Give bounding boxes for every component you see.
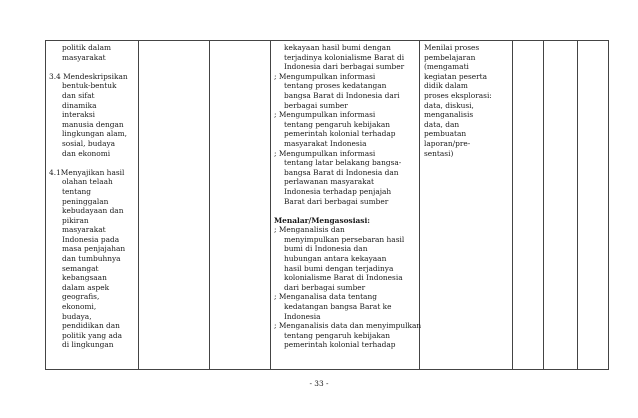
activity-line: hubungan antara kekayaan: [284, 254, 387, 264]
competency-line: 3.4 Mendeskripsikan: [49, 71, 128, 81]
competency-line: dan tumbuhnya: [62, 254, 121, 264]
activity-line: ; Menganalisis data dan menyimpulkan: [274, 321, 422, 331]
activity-line: ; Menganalisa data tentang: [274, 292, 377, 302]
competency-line: geografis,: [62, 292, 100, 302]
competency-line: politik yang ada: [62, 330, 123, 340]
competency-line: dalam aspek: [62, 282, 110, 292]
activity-line: hasil bumi dengan terjadinya: [284, 263, 394, 273]
activity-line: terjadinya kolonialisme Barat di: [284, 52, 405, 62]
assessment-line: Menilai proses: [424, 43, 480, 52]
page-number: - 33 -: [309, 379, 329, 388]
competency-line: [49, 62, 138, 72]
competency-line: budaya,: [62, 311, 92, 321]
competency-line: di lingkungan: [62, 340, 114, 350]
assessment-line: didik dalam: [424, 81, 468, 91]
competency-line: ekonomi,: [62, 302, 97, 312]
competency-line: olahan telaah: [62, 177, 113, 187]
assessment-line: data, dan: [424, 119, 460, 129]
activity-line: Indonesia dari berbagai sumber: [284, 62, 405, 72]
competency-line: politik dalam: [62, 43, 111, 52]
competency-line: dan ekonomi: [62, 148, 111, 158]
assessment-line: kegiatan peserta: [424, 71, 488, 81]
competency-text: [46, 41, 138, 350]
empty-cell-7: [544, 41, 578, 370]
competency-line: 4.1Menyajikan hasil: [49, 167, 125, 177]
competency-line: [49, 158, 138, 168]
competency-line: sosial, budaya: [62, 138, 116, 148]
competency-line: manusia dengan: [62, 119, 124, 129]
competency-line: lingkungan alam,: [62, 129, 127, 139]
activity-line: pemerintah kolonial terhadap: [284, 129, 396, 139]
activity-line: tentang pengaruh kebijakan: [284, 119, 391, 129]
competency-line: kebudayaan dan: [62, 206, 124, 216]
activity-line: bangsa Barat di Indonesia dari: [284, 90, 400, 100]
activity-line: Indonesia: [284, 311, 321, 321]
activity-line: kolonialisme Barat di Indonesia: [284, 273, 403, 283]
competency-line: bentuk-bentuk: [62, 81, 117, 91]
empty-cell-3: [210, 41, 271, 370]
activity-line: masyarakat Indonesia: [284, 138, 367, 148]
activity-line: menyimpulkan persebaran hasil: [284, 234, 405, 244]
activity-line: Indonesia terhadap penjajah: [284, 186, 392, 196]
activity-line: tentang proses kedatangan: [284, 81, 387, 91]
competency-line: pikiran: [62, 215, 89, 225]
syllabus-table: [45, 40, 609, 370]
activity-line: tentang latar belakang bangsa-: [284, 158, 402, 168]
competency-line: dan sifat: [62, 90, 95, 100]
competency-line: kebangsaan: [62, 273, 107, 283]
activity-line: bangsa Barat di Indonesia dan: [284, 167, 399, 177]
competency-cell: [46, 41, 139, 370]
empty-cell-6: [513, 41, 544, 370]
assessment-cell: [420, 41, 513, 370]
assessment-line: data, diskusi,: [424, 100, 474, 110]
activity-line: dari berbagai sumber: [284, 282, 366, 292]
learning-activities-cell: [271, 41, 420, 370]
activity-line: tentang pengaruh kebijakan: [284, 330, 391, 340]
competency-line: tentang: [62, 186, 91, 196]
activity-line: kekayaan hasil bumi dengan: [284, 43, 391, 52]
table-row: [46, 41, 609, 370]
competency-line: dinamika: [62, 100, 97, 110]
competency-line: Indonesia pada: [62, 234, 120, 244]
empty-cell-8: [578, 41, 609, 370]
assessment-text: [420, 41, 512, 158]
activity-line: kedatangan bangsa Barat ke: [284, 302, 392, 312]
assessment-line: proses eksplorasi:: [424, 90, 492, 100]
activity-line: [274, 206, 419, 216]
activity-line: ; Mengumpulkan informasi: [274, 148, 376, 158]
competency-line: masa penjajahan: [62, 244, 126, 254]
competency-line: masyarakat: [62, 225, 106, 235]
activity-line: ; Mengumpulkan informasi: [274, 110, 376, 120]
activity-line: perlawanan masyarakat: [284, 177, 374, 187]
competency-line: pendidikan dan: [62, 321, 120, 331]
competency-line: peninggalan: [62, 196, 109, 206]
assessment-line: (mengamati: [424, 62, 469, 72]
competency-line: semangat: [62, 263, 99, 273]
activity-line: bumi di Indonesia dan: [284, 244, 368, 254]
assessment-line: pembuatan: [424, 129, 467, 139]
competency-line: interaksi: [62, 110, 96, 120]
assessment-line: menganalisis: [424, 110, 474, 120]
activity-line: pemerintah kolonial terhadap: [284, 340, 396, 350]
competency-line: masyarakat: [62, 52, 106, 62]
learning-activities-text: [271, 41, 422, 350]
activity-line: ; Mengumpulkan informasi: [274, 71, 376, 81]
section-heading: Menalar/Mengasosiasi:: [274, 215, 370, 225]
assessment-line: sentasi): [424, 148, 454, 158]
assessment-line: laporan/pre-: [424, 138, 471, 148]
activity-line: ; Menganalisis dan: [274, 225, 345, 235]
empty-cell-2: [139, 41, 210, 370]
activity-line: berbagai sumber: [284, 100, 348, 110]
assessment-line: pembelajaran: [424, 52, 476, 62]
activity-line: Barat dari berbagai sumber: [284, 196, 389, 206]
